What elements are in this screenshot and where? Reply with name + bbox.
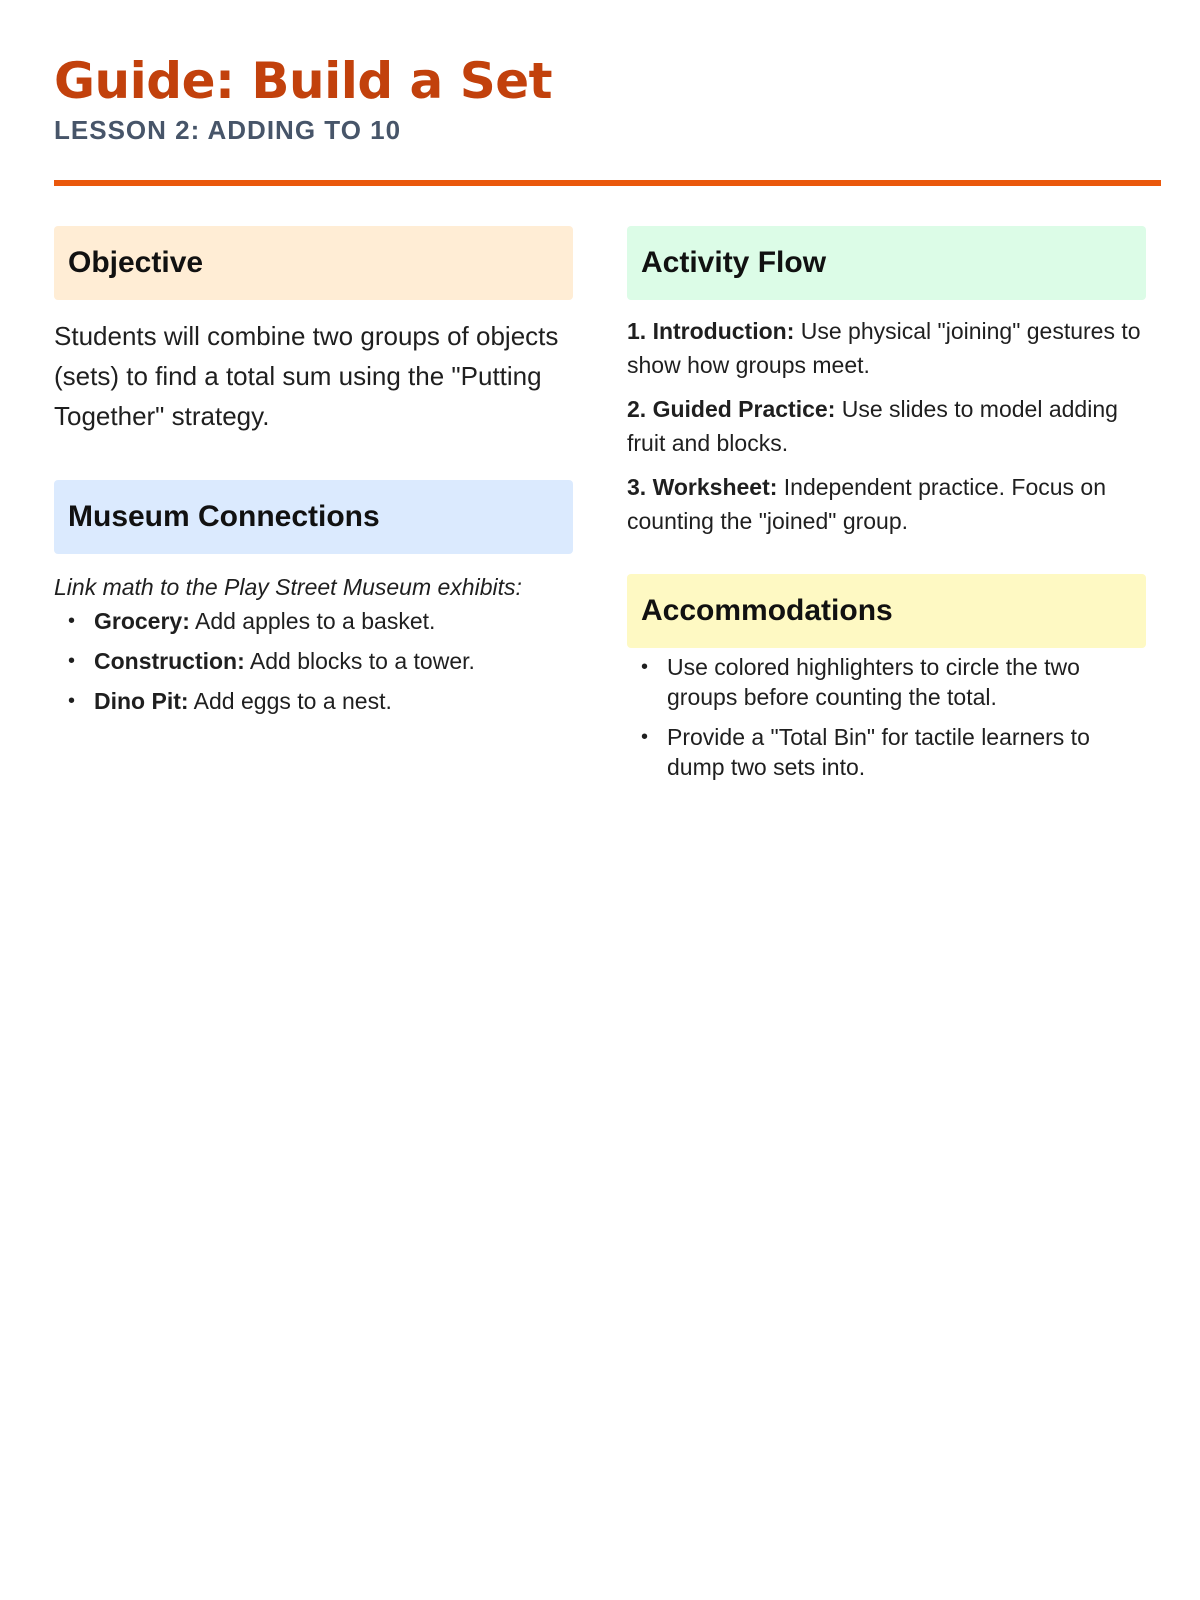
- museum-connections-heading: Museum Connections: [54, 480, 573, 554]
- bullet-icon: •: [641, 656, 649, 678]
- museum-list-item: [68, 686, 573, 716]
- step-text: Independent practice. Focus on counting the "joined" group.: [627, 474, 1107, 534]
- museum-item-label: Grocery:: [94, 608, 190, 634]
- bullet-icon: •: [641, 726, 649, 748]
- accommodation-item: [641, 722, 1146, 782]
- accommodation-text: Provide a "Total Bin" for tactile learners to dump two sets into.: [667, 724, 1090, 780]
- museum-item-text: Add eggs to a nest.: [188, 688, 392, 714]
- objective-heading: Objective: [54, 226, 573, 300]
- accommodations-heading: Accommodations: [627, 574, 1146, 648]
- museum-list: [54, 606, 573, 716]
- step-label: 2. Guided Practice:: [627, 396, 836, 422]
- museum-item-text: Add blocks to a tower.: [244, 648, 475, 674]
- step-label: 1. Introduction:: [627, 318, 795, 344]
- bullet-icon: •: [68, 690, 76, 712]
- header-divider: [54, 180, 1161, 186]
- bullet-icon: •: [68, 610, 76, 632]
- bullet-icon: •: [68, 650, 76, 672]
- museum-item-label: Dino Pit:: [94, 688, 189, 714]
- museum-list-item: [68, 646, 573, 676]
- museum-item-label: Construction:: [94, 648, 245, 674]
- museum-item-text: Add apples to a basket.: [189, 608, 436, 634]
- activity-flow-heading: Activity Flow: [627, 226, 1146, 300]
- left-column: [54, 226, 573, 792]
- step-text: Use physical "joining" gestures to show how groups meet.: [627, 318, 1141, 378]
- accommodation-text: Use colored highlighters to circle the two groups before counting the total.: [667, 654, 1080, 710]
- content-columns: [54, 226, 1146, 792]
- activity-step: [627, 470, 1146, 538]
- accommodations-list: [627, 652, 1146, 782]
- step-text: Use slides to model adding fruit and blocks.: [627, 396, 1118, 456]
- activity-step: [627, 392, 1146, 460]
- activity-steps: [627, 314, 1146, 538]
- page-title: Guide: Build a Set: [54, 52, 553, 110]
- right-column: [627, 226, 1146, 792]
- objective-text: Students will combine two groups of objects (sets) to find a total sum using the "Putting Together" strategy.: [54, 321, 559, 431]
- museum-list-item: [68, 606, 573, 636]
- museum-intro: Link math to the Play Street Museum exhibits:: [54, 574, 522, 600]
- step-label: 3. Worksheet:: [627, 474, 778, 500]
- lesson-subtitle: LESSON 2: ADDING TO 10: [54, 115, 402, 145]
- activity-step: [627, 314, 1146, 382]
- accommodation-item: [641, 652, 1146, 712]
